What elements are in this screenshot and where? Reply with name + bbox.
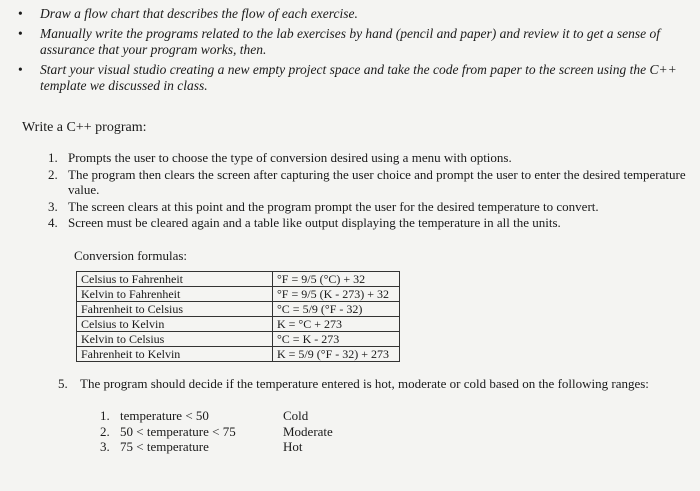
table-cell: K = °C + 273 [273, 317, 400, 332]
range-condition: 50 < temperature < 75 [120, 423, 236, 439]
list-item: 1. Prompts the user to choose the type of conversion desired using a menu with options. [48, 150, 512, 165]
list-item: 2. The program then clears the screen after capturing the user choice and prompt the user to enter the desired temperature value. [48, 166, 686, 197]
table-cell: Celsius to Fahrenheit [77, 272, 273, 287]
range-condition: temperature < 50 [120, 408, 209, 423]
list-item: 2. 50 < temperature < 75 Moderate [100, 423, 333, 439]
bullet-item: • Start your visual studio creating a new empty project space and take the code from paper to the screen using the C++ template we discussed in class. [18, 61, 677, 93]
range-label: Cold [283, 408, 309, 423]
table-cell: °C = K - 273 [273, 332, 400, 347]
list-item: 1. temperature < 50 Cold [100, 408, 309, 423]
table-row [77, 332, 400, 347]
table-cell: °F = 9/5 (K - 273) + 32 [273, 287, 400, 302]
instruction-bullets [14, 6, 694, 98]
table-row [77, 347, 400, 362]
table-cell: Fahrenheit to Kelvin [77, 347, 273, 362]
range-condition: 75 < temperature [120, 439, 209, 454]
table-cell: Kelvin to Celsius [77, 332, 273, 347]
list-item: 3. 75 < temperature Hot [100, 439, 303, 454]
table-row [77, 287, 400, 302]
range-label: Hot [283, 439, 303, 454]
table-cell: °C = 5/9 (°F - 32) [273, 302, 400, 317]
list-item: 3. The screen clears at this point and the program prompt the user for the desired temperature to convert. [48, 198, 599, 214]
list-item: 4. Screen must be cleared again and a table like output displaying the temperature in all the units. [48, 215, 561, 230]
list-item: 5. The program should decide if the temperature entered is hot, moderate or cold based on the following ranges: [58, 376, 649, 391]
steps-list [48, 150, 688, 232]
bullet-item: • Manually write the programs related to the lab exercises by hand (pencil and paper) and review it to get a sense of assurance that your program works, then. [18, 25, 661, 57]
table-cell: Fahrenheit to Celsius [77, 302, 273, 317]
formulas-title: Conversion formulas: [74, 248, 188, 263]
table-cell: Celsius to Kelvin [77, 317, 273, 332]
bullet-dot-icon: • [18, 25, 23, 41]
conversion-table [76, 271, 400, 362]
table-cell: K = 5/9 (°F - 32) + 273 [273, 347, 400, 362]
bullet-dot-icon: • [18, 61, 23, 77]
range-label: Moderate [283, 423, 333, 439]
table-row [77, 317, 400, 332]
table-cell: Kelvin to Fahrenheit [77, 287, 273, 302]
ranges-list [100, 408, 400, 455]
section-title: Write a C++ program: [22, 120, 147, 135]
table-row [77, 272, 400, 287]
table-cell: °F = 9/5 (°C) + 32 [273, 272, 400, 287]
bullet-dot-icon: • [18, 6, 23, 21]
table-row [77, 302, 400, 317]
bullet-item: • Draw a flow chart that describes the flow of each exercise. [18, 6, 358, 21]
